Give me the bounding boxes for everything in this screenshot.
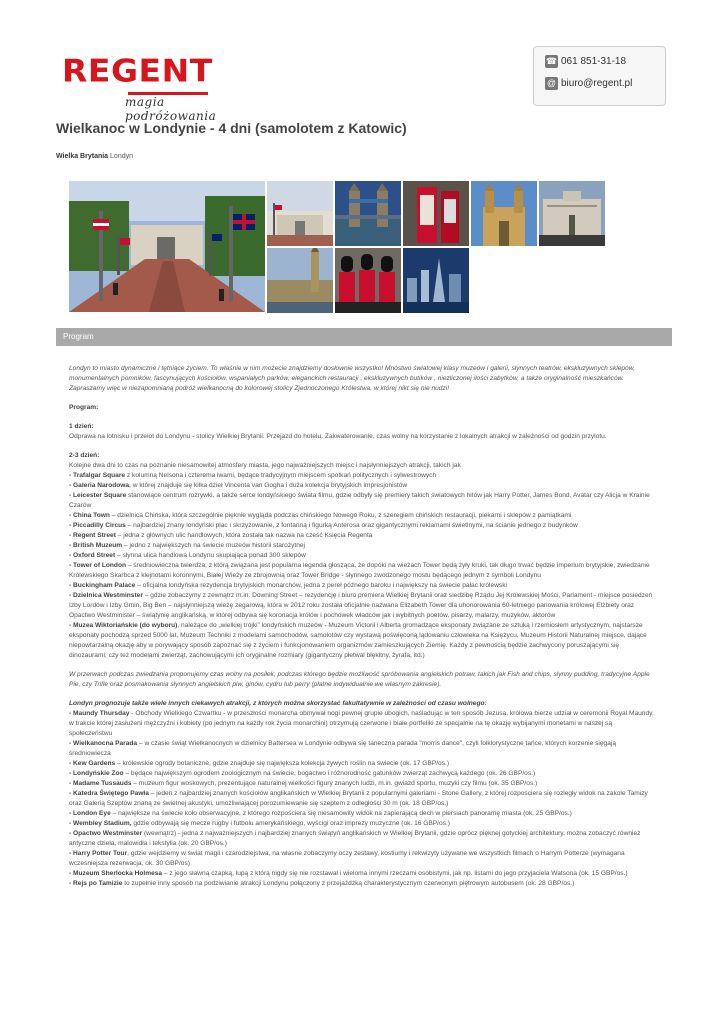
location-country[interactable]: Wielka Brytania <box>56 153 109 160</box>
list-item: - Tower of London – średniowieczna twierdza, z którą związana jest popularna legenda głosząca, że dopóki na wieżach Tower będą żyły kruki, tak długo trwać będzie imperium brytyjskie, zwiedzanie Królewskiego Skarbca z klejnotami koronnymi, Białej Wieży ze zbrojownią oraz Tower Bridge - słynnego zwodzonego mostu będącego jednym z symboli Londynu <box>69 562 650 579</box>
list-item: - London Eye – największe na świecie koło obserwacyjne, z którego rozpościera się niesamowity widok na zapierającą dech w piersiach panoramę miasta (ok. 25 GBP/os.) <box>69 810 572 817</box>
gallery-thumb-tower-bridge[interactable] <box>335 181 401 246</box>
list-item: - Kew Gardens – królewskie ogrody botaniczne, gdzie znajduje się największa kolekcja żywych roślin na świecie (ok. 17 GBP/os.) <box>69 760 450 767</box>
list-item: - Oxford Street – słynna ulica handlowa Londynu skupiająca ponad 300 sklepów <box>69 552 306 559</box>
phone-icon: ☎ <box>545 56 558 66</box>
list-item: - Galeria Narodowa, w której znajduje się kilka dzieł Vincenta van Gogha i duża kolekcja brytyjskich impresjonistów <box>69 482 408 489</box>
regent-logo[interactable] <box>62 52 217 123</box>
list-item: - China Town – dzielnica Chińska, która szczególnie pięknie wygląda podczas chińskiego Nowego Roku, z szeregiem chińskich restauracji, piekarni i sklepów z pamiątkami <box>69 512 572 519</box>
gallery-thumb-phone-box[interactable] <box>403 181 469 246</box>
page-title: Wielkanoc w Londynie - 4 dni (samolotem z Katowic) <box>56 120 407 136</box>
list-item: - Rejs po Tamizie to zupełnie inny sposób na podziwianie atrakcji Londynu połączony z przejażdżką charakterystycznym czerwonym piętrowym autobusem (ok. 28 GBP/os.) <box>69 880 575 887</box>
list-item: - Trafalgar Square z kolumną Nelsona i czterema lwami, będące tradycyjnym miejscem spotkań politycznych i sylwestrowych <box>69 472 437 479</box>
gallery-thumb-royal-guards[interactable] <box>335 248 401 313</box>
list-item: - Wielkanocna Parada – w czasie świąt Wielkanocnych w dzielnicy Battersea w Londynie odbywa się taneczna parada "morris dance", czyli folklorystyczne tańce, których korzenie sięgają średniowiecza <box>69 740 617 757</box>
contact-box <box>533 46 666 106</box>
gallery-thumb-buckingham-palace[interactable] <box>539 181 605 246</box>
contact-phone[interactable] <box>545 55 626 68</box>
email-address: biuro@regent.pl <box>561 78 633 89</box>
program-label: Program: <box>69 404 99 411</box>
gallery-thumb-admiralty-arch[interactable] <box>267 181 333 246</box>
contact-email[interactable] <box>545 77 632 90</box>
list-item: - Muzea Wiktoriańskie (do wyboru), należące do „wielkiej trójki” londyńskich muzeów - Muzeum Victorii i Alberta gromadzące eksponaty związane ze sztuką i rzemiosłem artystycznym, najstarsze eksponaty pochodzą sprzed 5000 lat, Muzeum Techniki z modelami samochodów, samolotów czy wystawą poświęconą lądowaniu człowieka na Księżycu, Muzeum Historii Naturalnej miejsce, dające niepowtarzalną okazję aby w porywający sposób zapoznać się z życiem i funkcjonowaniem organizmów zamieszkujących Ziemię. Każdy z pewnością będzie zachwycony poruszającymi się dinozaurami, czy też modelami zwierząt, zachowującymi ich oryginalne rozmiary (gigantyczny płetwal błękitny, żyrafa, itd.) <box>69 622 647 659</box>
logo-tagline: magia podróżowania <box>125 95 217 123</box>
list-item: - Buckingham Palace – oficjalna londyńska rezydencja brytyjskich monarchów, jedna z pereł późnego baroku i największy na świecie pałac królewski <box>69 582 507 589</box>
intro-paragraph: Londyn to miasto dynamiczne i tętniące życiem. To właśnie w nim możecie znajdziemy dosłownie wszystko! Mnóstwo światowej klasy muzeów i galerii, słynnych teatrów, ekskluzywnych sklepów, monumentalnych pomników, fascynujących kościołów, wspaniałych parków, eleganckich restauracji , ekskluzywnych butików , niezliczonej ilości zabytków, a także oryginalność mieszkańców. Zapraszamy więc w niezapomnianą podróż wielkanocną do kolorowej stolicy Zjednoczonego Królestwa, w której nikt się nie nudzi! <box>69 365 635 392</box>
day1-text: Odprawa na lotnisku i przelot do Londynu - stolicy Wielkiej Brytanii. Przejazd do hotelu. Zakwaterowanie, czas wolny na korzystanie z lokalnych atrakcji w zależności od godzin przylotu. <box>69 433 607 440</box>
list-item: - Dzielnica Westminster – gdzie zobaczymy z zewnątrz m.in. Downing Street – rezydencję i biuro premiera Wielkiej Brytanii oraz siedzibę Rządu Jej Królewskiej Mości, Parlament - miejsce posiedzeń Izby Lordów i Izby Gmin, Big Ben – najsłynniejszą wieżę zegarową, która w 2012 roku została oficjalnie nazwana Elizabeth Tower dla uhonorowania 60-letniego panowania królowej Elżbiety oraz Opactwo Westminister – świątynię anglikańską, w której odbywa się koronacja królów i pochówek władców jak i wybitnych poetów, pisarzy, malarzy, muzyków, aktorów <box>69 592 653 619</box>
list-item: - Harry Potter Tour, gdzie wejdziemy w świat magii i czarodziejstwa, na własne zobaczymy oczy zestawy, kostiumy i rekwizyty używane we wszystkich filmach o Harrym Potterze (wymagana wcześniejsza rezerwacja, ok. 30 GBP/os) <box>69 850 625 867</box>
day1-label: 1 dzień: <box>69 423 94 430</box>
list-item: - British Muzeum – jedno z największych na świecie muzeów historii starożytnej <box>69 542 305 549</box>
gallery-main-photo[interactable] <box>69 181 265 312</box>
day23-lead: Kolejne dwa dni to czas na poznanie niesamowitej atmosfery miasta, jego najważniejszych miejsc i najsłynniejszych atrakcji, takich jak <box>69 462 461 469</box>
day23-label: 2-3 dzień: <box>69 452 100 459</box>
phone-number: 061 851-31-18 <box>561 56 627 67</box>
gallery-thumb-skyline[interactable] <box>403 248 469 313</box>
list-item: - Madame Tussauds – muzeum figur woskowych, prezentujące naturalnej wielkości figury znanych ludzi, m.in. gwiazd sportu, muzyki czy filmu (ok. 35 GBP/os.) <box>69 780 538 787</box>
list-item: - Leicester Square stanowiące centrum rozrywki, a także serce londyńskiego świata filmu, gdzie odbyły się premiery takich światowych hitów jak Harry Potter, James Bond, Avatar czy Alicja w Krainie Czarów <box>69 492 650 509</box>
list-item: - Maundy Thursday - Obchody Wielkiego Czwartku - w przeszłości monarcha obmywał nogi pewnej grupie ubogich, naśladując w ten sposób Jezusa, królowa bierze udział w ceremonii Royal Maundy, w trakcie której zasłużeni mężczyźni i kobiety (po jednym na każdy rok życia monarchini) otrzymują czerwone i białe portfeliki ze specjalnie na tę okazję wybijanymi monetami w naszej są społeczeństwu <box>69 710 654 737</box>
list-item: - Katedra Świętego Pawła – jeden z najbardziej znanych kościołów anglikańskich w Wielkiej Brytanii z popularnymi galeriami - Stone Gallery, z której rozpościera się rozległy widok na zakole Tamizy oraz Galerią Szeptów znaną ze świetnej akustyki, umożliwiającej porozumiewanie się szeptem z odległości 30 m (ok. 18 GBP/os.) <box>69 790 648 807</box>
location-breadcrumb <box>56 153 133 160</box>
list-item: - Piccadilly Circus – najbardziej znany londyński plac i skrzyżowanie, z fontanną i figurką Anterosa oraz gigantycznymi reklamami świetlnymi, na ścianie jednego z budynków <box>69 522 578 529</box>
program-section-header: Program <box>56 328 672 346</box>
program-content <box>69 364 657 889</box>
list-item: - Regent Street – jedna z głównych ulic handlowych, która została tak nazwa na cześć Księcia Regenta <box>69 532 373 539</box>
list-item: - Opactwo Westminster (wewnątrz) - jedna z najważniejszych i najbardziej znanych świątyń anglikańskich w Wielkiej Brytanii, gdzie oprócz pięknej gotyckiej architektury, można zobaczyć również antyczne dzieła, malowidła i tekstylia (ok. 20 GBP/os.) <box>69 830 641 847</box>
list-item: - Muzeum Sherlocka Holmesa – z jego sławną czapką, lupą z którą nigdy się nie rozstawał i wieloma innymi rzeczami osobistymi, jak np. listami do jego przyjaciela Watsona (ok. 15 GBP/os.) <box>69 870 628 877</box>
list-item: - Londyńskie Zoo – będące największym ogrodem zoologicznym na świecie, bogactwo i różnorodność gatunków zwierząt zachwycą każdego (ok. 26 GBP/os.) <box>69 770 536 777</box>
logo-wordmark: REGENT <box>62 52 213 90</box>
optional-lead: Londyn prognozuje także wiele innych ciekawych atrakcji, z których można skorzystać fakultatywnie w zależności od czasu wolnego: <box>69 700 487 707</box>
location-city[interactable]: Londyn <box>110 153 133 160</box>
at-icon: @ <box>546 78 557 88</box>
food-note: W przerwach podczas zwiedzania proponujemy czas wolny na posiłek, podczas którego będzie możliwość spróbowania angielskich potraw, takich jak Fish and chips, slynny pudding, tradycyjne Apple Pie, czy Trifle oraz posmakowania słynnych angielskich piw, ginów, cydru lub perry (płatne indywidualnie we własnym zakresie). <box>69 671 650 688</box>
gallery-thumb-westminster-abbey[interactable] <box>471 181 537 246</box>
list-item: - Wembley Stadium, gdzie odbywają się mecze rugby i futbolu amerykańskiego, wyścigi oraz imprezy muzyczne (ok. 16 GBP/os.) <box>69 820 450 827</box>
gallery-thumb-parliament[interactable] <box>267 248 333 313</box>
